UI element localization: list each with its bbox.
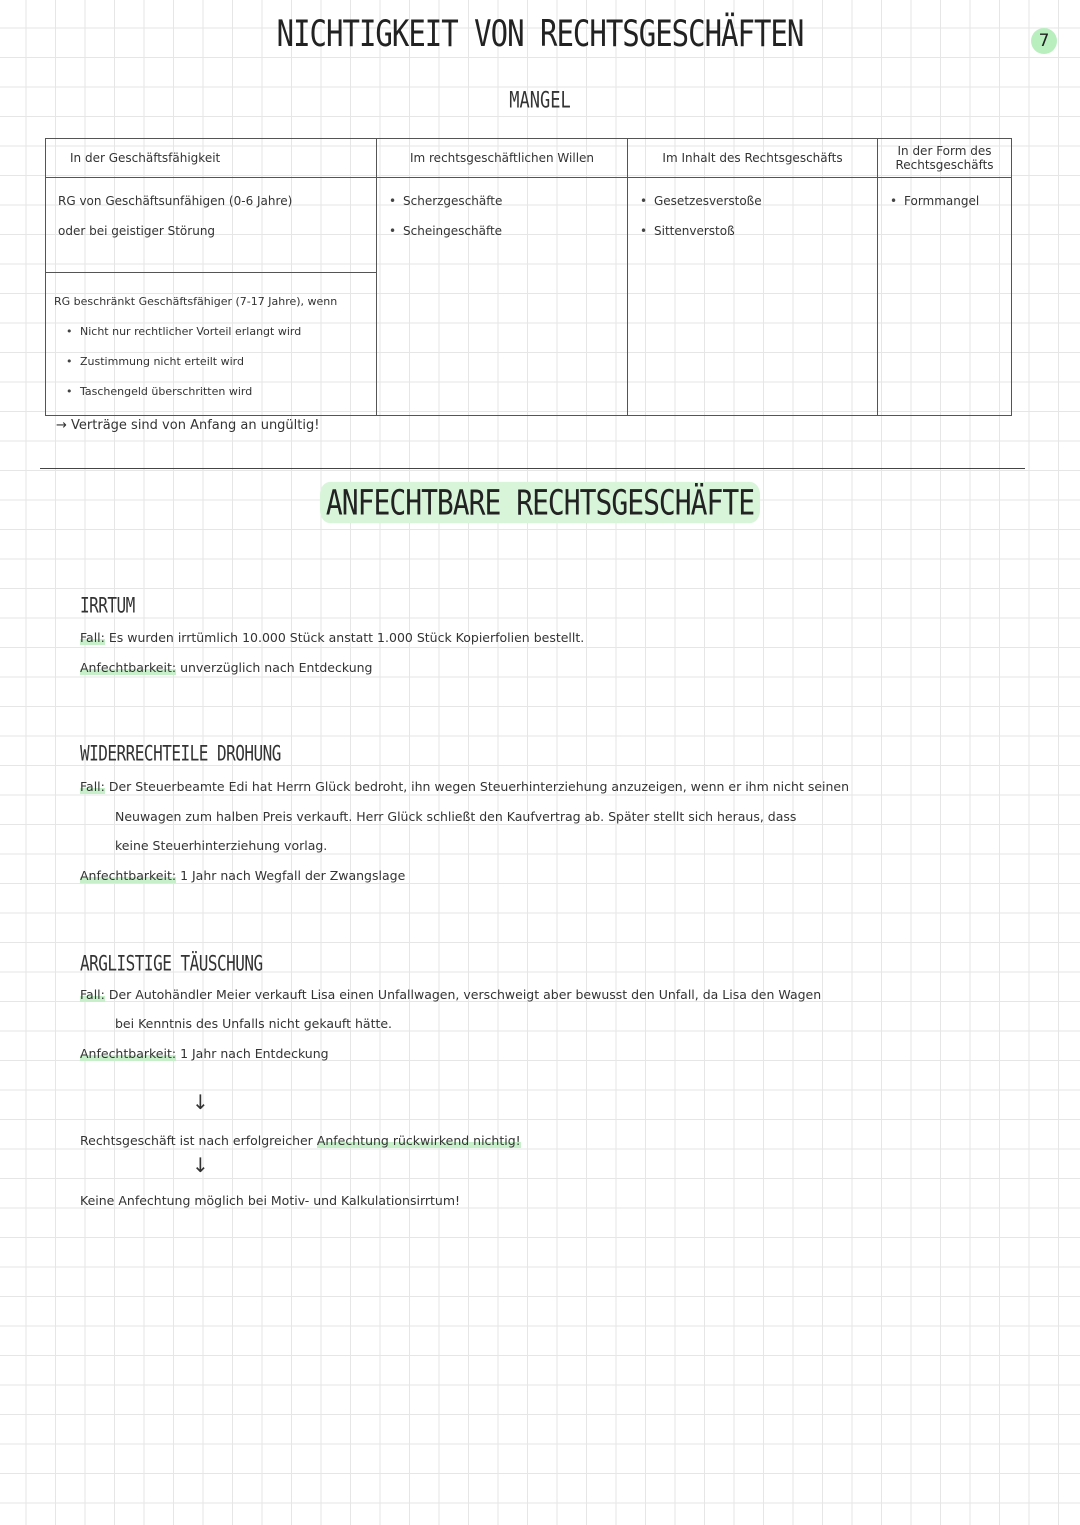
list-item: • Nicht nur rechtlicher Vorteil erlangt wird <box>54 317 364 347</box>
anfechtbarkeit-label: Anfechtbarkeit: <box>80 868 177 883</box>
text-line: oder bei geistiger Störung <box>58 224 216 238</box>
drohung-anfechtbarkeit <box>80 868 405 883</box>
list-item: • Scheingeschäfte <box>389 216 615 246</box>
list-item: • Scherzgeschäfte <box>389 186 615 216</box>
anfechtbarkeit-text: unverzüglich nach Entdeckung <box>180 660 373 675</box>
header-inhalt: Im Inhalt des Rechtsgeschäfts <box>628 139 878 178</box>
conclusion-text-a: Keine <box>80 1193 115 1208</box>
conclusion-text-b: Anfechtung möglich bei Motiv- und Kalkulationsirrtum! <box>118 1193 461 1208</box>
subtitle-mangel: MANGEL <box>509 88 571 114</box>
text-line: RG von Geschäftsunfähigen (0-6 Jahre) <box>58 194 293 208</box>
header-wille: Im rechtsgeschäftlichen Willen <box>377 139 628 178</box>
list-item: • Taschengeld überschritten wird <box>54 377 364 407</box>
page-title: NICHTIGKEIT VON RECHTSGESCHÄFTEN <box>276 12 804 55</box>
section-title-text: ANFECHTBARE RECHTSGESCHÄFTE <box>320 482 760 523</box>
drohung-fall-line-2: Neuwagen zum halben Preis verkauft. Herr Glück schließt den Kaufvertrag ab. Später stellt sich heraus, dass <box>115 809 797 824</box>
anfechtbarkeit-label: Anfechtbarkeit: <box>80 1046 177 1061</box>
fall-text: Der Steuerbeamte Edi hat Herrn Glück bedroht, ihn wegen Steuerhinterziehung anzuzeigen, wenn er ihm nicht seinen <box>108 779 850 794</box>
conclusion-text-a: Rechtsgeschäft ist nach erfolgreicher <box>80 1133 313 1148</box>
anfechtbarkeit-label: Anfechtbarkeit: <box>80 660 177 675</box>
note-ungueltig: → Verträge sind von Anfang an ungültig! <box>56 418 320 433</box>
conclusion-nichtig <box>80 1133 521 1148</box>
drohung-fall-line-3: keine Steuerhinterziehung vorlag. <box>115 838 328 853</box>
list-item: • Zustimmung nicht erteilt wird <box>54 347 364 377</box>
heading-irrtum: IRRTUM <box>80 592 135 618</box>
cell-geschaeftsunfaehig <box>46 178 377 273</box>
anfechtbarkeit-text: 1 Jahr nach Entdeckung <box>180 1046 329 1061</box>
taeuschung-fall-line-2: bei Kenntnis des Unfalls nicht gekauft hätte. <box>115 1016 393 1031</box>
cell-inhalt <box>628 178 878 416</box>
taeuschung-anfechtbarkeit <box>80 1046 329 1061</box>
anfechtbarkeit-text: 1 Jahr nach Wegfall der Zwangslage <box>180 868 406 883</box>
drohung-fall <box>80 779 849 794</box>
cell-beschraenkt <box>46 273 377 416</box>
conclusion-keine-anfechtung <box>80 1193 460 1208</box>
page-number: 7 <box>1031 28 1057 54</box>
conclusion-text-b: Anfechtung rückwirkend nichtig! <box>316 1133 521 1148</box>
divider <box>40 468 1025 469</box>
taeuschung-fall <box>80 987 821 1002</box>
irrtum-fall <box>80 630 584 645</box>
irrtum-anfechtbarkeit <box>80 660 372 675</box>
arrow-down-icon: ↓ <box>192 1153 209 1177</box>
section-title-anfechtbar <box>0 481 1080 524</box>
list-item: • Gesetzesverstoße <box>640 186 865 216</box>
fall-label: Fall: <box>80 630 105 645</box>
cell-form <box>878 178 1012 416</box>
list-item: • Formmangel <box>890 186 999 216</box>
header-form: In der Form des Rechtsgeschäfts <box>878 139 1012 178</box>
fall-label: Fall: <box>80 779 105 794</box>
header-geschaeftsfaehigkeit: In der Geschäftsfähigkeit <box>46 139 377 178</box>
fall-text: Der Autohändler Meier verkauft Lisa einen Unfallwagen, verschweigt aber bewusst den Unfall, da Lisa den Wagen <box>108 987 822 1002</box>
heading-drohung: WIDERRECHTEILE DROHUNG <box>80 740 281 766</box>
cell-wille <box>377 178 628 416</box>
fall-label: Fall: <box>80 987 105 1002</box>
mangel-table <box>45 138 1012 416</box>
text-line: RG beschränkt Geschäftsfähiger (7-17 Jahre), wenn <box>54 295 338 308</box>
list-item: • Sittenverstoß <box>640 216 865 246</box>
arrow-down-icon: ↓ <box>192 1090 209 1114</box>
heading-taeuschung: ARGLISTIGE TÄUSCHUNG <box>80 950 263 976</box>
fall-text: Es wurden irrtümlich 10.000 Stück anstatt 1.000 Stück Kopierfolien bestellt. <box>108 630 585 645</box>
